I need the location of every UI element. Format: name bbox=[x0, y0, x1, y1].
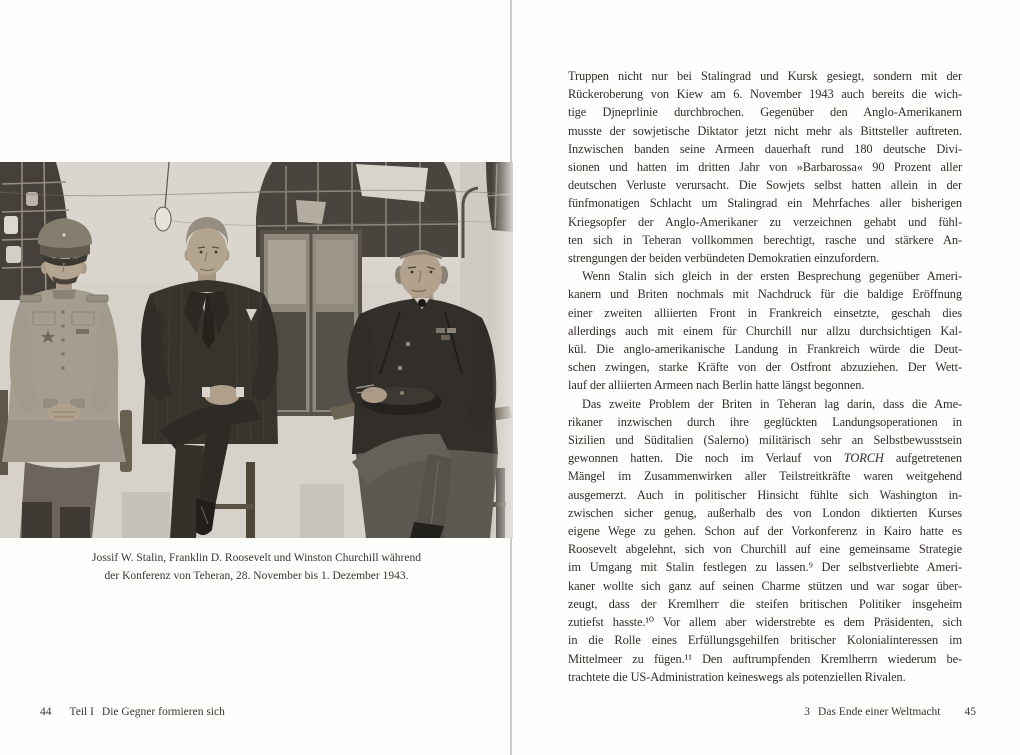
teheran-conference-photo bbox=[0, 162, 513, 538]
text-line: zwischen sicher genug, außerhalb des von London diktierten Kurses bbox=[568, 505, 962, 520]
running-title-left bbox=[70, 706, 225, 718]
text-line: zutiefst hasste.¹⁰ Vor allem aber widerstrebte es dem Präsidenten, sich bbox=[568, 615, 962, 630]
part-label: Teil I bbox=[69, 706, 94, 718]
text-line: lauf der alliierten Armeen nach Berlin hatte längst begonnen. bbox=[568, 378, 865, 393]
text-line: sionen und hatten im dritten Jahr von »Barbarossa« 90 Prozent aller bbox=[568, 160, 962, 175]
photo-caption bbox=[0, 549, 513, 585]
left-page-number: 44 bbox=[40, 706, 52, 718]
chapter-title: Das Ende einer Weltmacht bbox=[818, 706, 941, 718]
text-line: Kriegsopfer der Anglo-Amerikaner zu verzeichnen gehabt und fühl- bbox=[568, 214, 962, 229]
text-line: Roosevelt abgelehnt, sich von Churchill auf eine gemeinsame Strategie bbox=[568, 542, 962, 557]
text-line: allerdings auch mit einem für Churchill nur allzu durchsichtigen Kal- bbox=[568, 323, 962, 338]
right-page-number: 45 bbox=[964, 706, 976, 718]
body-text bbox=[568, 67, 962, 686]
text-line: fünfmonatigen Schlacht um Stalingrad ein Mehrfaches aller bisherigen bbox=[568, 196, 962, 211]
chapter-number: 3 bbox=[804, 706, 811, 718]
text-line: Das zweite Problem der Briten in Teheran lag darin, dass die Ame- bbox=[582, 396, 962, 411]
text-line: kaner wollte sich ganz auf seinen Charme stützen und war sogar über- bbox=[568, 578, 962, 593]
photo-caption-line-2: der Konferenz von Teheran, 28. November bis 1. Dezember 1943. bbox=[104, 570, 409, 582]
text-line: trachtete die US-Administration keineswegs als potenziellen Rivalen. bbox=[568, 669, 906, 684]
text-line: Truppen nicht nur bei Stalingrad und Kursk gesiegt, sondern mit der bbox=[568, 69, 962, 83]
right-page-footer bbox=[804, 706, 976, 718]
text-line: Rückeroberung von Kiew am 6. November 1943 auch bereits die wich- bbox=[568, 87, 962, 102]
running-title-right bbox=[804, 706, 940, 718]
text-line: schen zwingen, starke Kräfte von der Ostfront abzuziehen. Der Wett- bbox=[568, 360, 962, 375]
text-line: kanern und Briten nochmals mit Nachdruck für die baldige Eröffnung bbox=[568, 287, 962, 302]
text-line: in die Rolle eines Erfüllungsgehilfen britischer Kolonialinteressen im bbox=[568, 633, 962, 648]
text-line: im Umgang mit Stalin festlegen zu lassen.⁹ Der selbstverliebte Ameri- bbox=[568, 560, 962, 575]
text-line: Mittelmeer zu fügen.¹¹ Den auftrumpfenden Kremlherrn wiederum be- bbox=[568, 651, 962, 666]
text-line: ausgemerzt. Auch in politischer Hinsicht fühlte sich Washington in- bbox=[568, 487, 962, 502]
photo-caption-line-1: Jossif W. Stalin, Franklin D. Roosevelt und Winston Churchill während bbox=[92, 552, 421, 564]
paragraph bbox=[568, 67, 962, 267]
text-line: Mängel im Zusammenwirken aller Teilstreitkräfte waren weitgehend bbox=[568, 469, 962, 484]
text-line: zeugt, dass der Kremlherr die steifen britischen Politiker insgeheim bbox=[568, 596, 962, 611]
text-line: tige Djneprlinie durchbrochen. Gegenüber den Anglo-Amerikanern bbox=[568, 105, 962, 120]
text-line: deutschen Verluste verursacht. Die Sowjets selbst hatten allein in der bbox=[568, 178, 962, 193]
text-line: einer zweiten alliierten Front in Frankreich einsetzte, geschah dies bbox=[568, 305, 962, 320]
text-line: strengungen der beiden verbündeten Demokratien einzufordern. bbox=[568, 251, 880, 266]
part-title: Die Gegner formieren sich bbox=[101, 706, 225, 718]
left-page-footer bbox=[40, 706, 225, 718]
text-line: gewonnen hatten. Die noch im Verlauf von TORCH aufgetretenen bbox=[568, 451, 962, 466]
text-line: rikaner inzwischen durch ihre geglückten Landungsoperationen in bbox=[568, 414, 962, 429]
text-line: ten sich in Teheran vollkommen berechtigt, rasche und stärkere An- bbox=[568, 232, 962, 247]
text-line: Wenn Stalin sich gleich in der ersten Besprechung gegenüber Ameri- bbox=[582, 269, 962, 284]
paragraph bbox=[568, 267, 962, 394]
text-line: kül. Die anglo-amerikanische Landung in Frankreich würde die Deut- bbox=[568, 342, 962, 357]
text-line: eigene Wege zu gehen. Schon auf der Vorkonferenz in Kairo hatte es bbox=[568, 524, 962, 539]
paragraph bbox=[568, 395, 962, 686]
text-line: Inzwischen banden seine Armeen dauerhaft rund 180 deutsche Divi- bbox=[568, 141, 962, 156]
text-line: musste der sowjetische Diktator jetzt nicht mehr als Bittsteller auftreten. bbox=[568, 123, 962, 138]
text-line: Sizilien und Süditalien (Salerno) militärisch sehr an Selbstbewusstsein bbox=[568, 433, 962, 448]
